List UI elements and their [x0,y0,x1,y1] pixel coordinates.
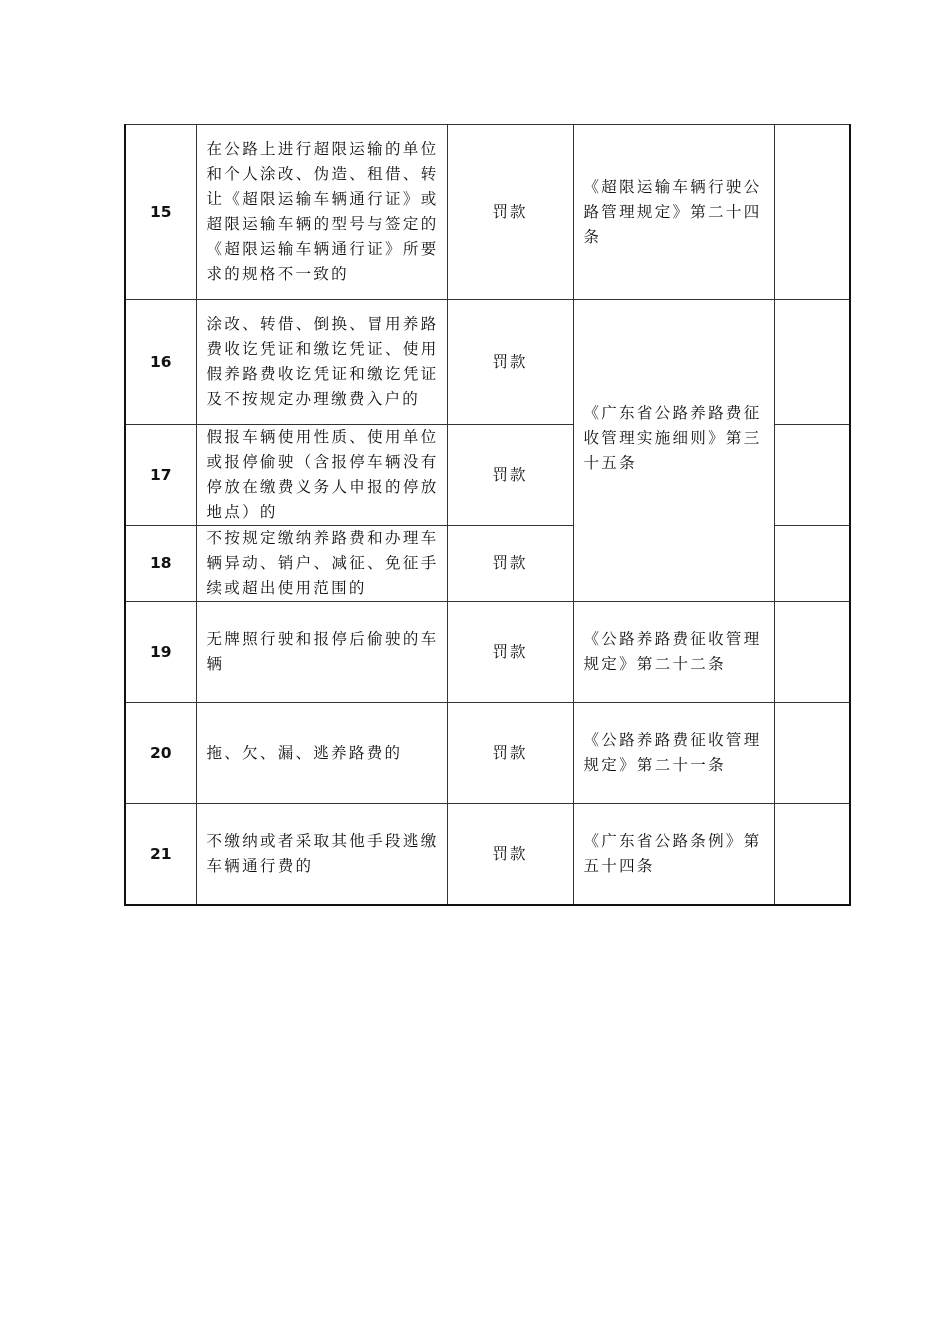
penalty-type: 罚款 [447,602,573,703]
empty-cell [774,526,850,602]
table-row [125,125,850,300]
penalty-table [124,124,851,906]
legal-basis: 《广东省公路养路费征收管理实施细则》第三十五条 [573,300,774,602]
penalty-type: 罚款 [447,125,573,300]
penalty-type: 罚款 [447,703,573,804]
legal-basis: 《广东省公路条例》第五十四条 [573,804,774,906]
row-number: 18 [125,526,196,602]
violation-description: 无牌照行驶和报停后偷驶的车辆 [196,602,447,703]
table-row [125,804,850,906]
empty-cell [774,300,850,425]
empty-cell [774,125,850,300]
violation-description: 在公路上进行超限运输的单位和个人涂改、伪造、租借、转让《超限运输车辆通行证》或超限运输车辆的型号与签定的《超限运输车辆通行证》所要求的规格不一致的 [196,125,447,300]
penalty-type: 罚款 [447,425,573,526]
row-number: 19 [125,602,196,703]
violation-description: 涂改、转借、倒换、冒用养路费收讫凭证和缴讫凭证、使用假养路费收讫凭证和缴讫凭证及不按规定办理缴费入户的 [196,300,447,425]
legal-basis: 《公路养路费征收管理规定》第二十二条 [573,602,774,703]
row-number: 17 [125,425,196,526]
violation-description: 假报车辆使用性质、使用单位或报停偷驶（含报停车辆没有停放在缴费义务人申报的停放地点）的 [196,425,447,526]
row-number: 21 [125,804,196,906]
row-number: 16 [125,300,196,425]
table-row [125,602,850,703]
empty-cell [774,602,850,703]
penalty-type: 罚款 [447,300,573,425]
penalty-type: 罚款 [447,526,573,602]
legal-basis: 《超限运输车辆行驶公路管理规定》第二十四条 [573,125,774,300]
legal-basis: 《公路养路费征收管理规定》第二十一条 [573,703,774,804]
violation-description: 不按规定缴纳养路费和办理车辆异动、销户、减征、免征手续或超出使用范围的 [196,526,447,602]
empty-cell [774,804,850,906]
table-row [125,703,850,804]
row-number: 20 [125,703,196,804]
penalty-type: 罚款 [447,804,573,906]
violation-description: 不缴纳或者采取其他手段逃缴车辆通行费的 [196,804,447,906]
row-number: 15 [125,125,196,300]
violation-description: 拖、欠、漏、逃养路费的 [196,703,447,804]
empty-cell [774,703,850,804]
empty-cell [774,425,850,526]
table-row [125,300,850,425]
